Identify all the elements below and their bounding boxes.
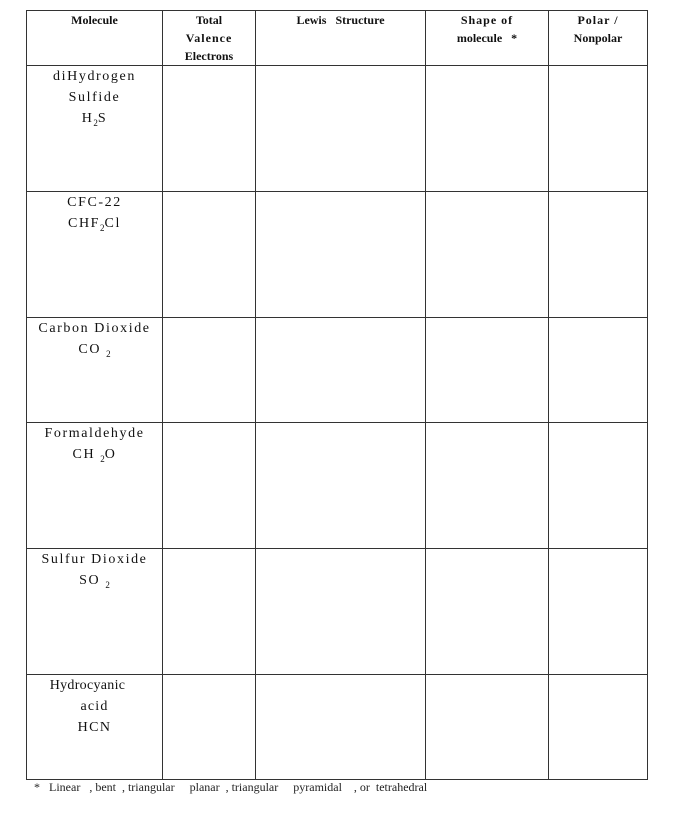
header-valence: Total Valence Electrons	[163, 11, 256, 66]
shape-cell[interactable]	[426, 318, 549, 423]
polar-cell[interactable]	[549, 549, 648, 675]
lewis-cell[interactable]	[256, 192, 426, 318]
shape-cell[interactable]	[426, 192, 549, 318]
shape-cell[interactable]	[426, 66, 549, 192]
molecule-cell: Formaldehyde CH $_2$O	[27, 423, 163, 549]
header-shape: Shape of molecule *	[426, 11, 549, 66]
worksheet-table	[26, 10, 648, 780]
valence-cell[interactable]	[163, 549, 256, 675]
lewis-cell[interactable]	[256, 66, 426, 192]
shape-cell[interactable]	[426, 675, 549, 780]
molecule-cell: Carbon Dioxide CO $_2$	[27, 318, 163, 423]
polar-cell[interactable]	[549, 66, 648, 192]
table-row	[27, 423, 648, 549]
shape-cell[interactable]	[426, 549, 549, 675]
valence-cell[interactable]	[163, 423, 256, 549]
polar-cell[interactable]	[549, 675, 648, 780]
table-row	[27, 192, 648, 318]
molecule-cell: Sulfur Dioxide SO $_2$	[27, 549, 163, 675]
header-row	[27, 11, 648, 66]
header-molecule: Molecule	[27, 11, 163, 66]
polar-cell[interactable]	[549, 318, 648, 423]
lewis-cell[interactable]	[256, 423, 426, 549]
molecule-cell: Hydrocyanic acid HCN	[27, 675, 163, 780]
valence-cell[interactable]	[163, 318, 256, 423]
molecule-cell: CFC-22 $CHF_2Cl$	[27, 192, 163, 318]
lewis-cell[interactable]	[256, 675, 426, 780]
footnote: * Linear , bent , triangular planar , triangular pyramidal , or tetrahedral	[34, 780, 428, 794]
polar-cell[interactable]	[549, 423, 648, 549]
molecule-cell: diHydrogen Sulfide $H_2S$	[27, 66, 163, 192]
valence-cell[interactable]	[163, 66, 256, 192]
lewis-cell[interactable]	[256, 318, 426, 423]
valence-cell[interactable]	[163, 675, 256, 780]
table-row	[27, 675, 648, 780]
table-row	[27, 549, 648, 675]
valence-cell[interactable]	[163, 192, 256, 318]
header-polar: Polar / Nonpolar	[549, 11, 648, 66]
lewis-cell[interactable]	[256, 549, 426, 675]
table-row	[27, 318, 648, 423]
header-lewis: Lewis Structure	[256, 11, 426, 66]
shape-cell[interactable]	[426, 423, 549, 549]
table-row	[27, 66, 648, 192]
polar-cell[interactable]	[549, 192, 648, 318]
